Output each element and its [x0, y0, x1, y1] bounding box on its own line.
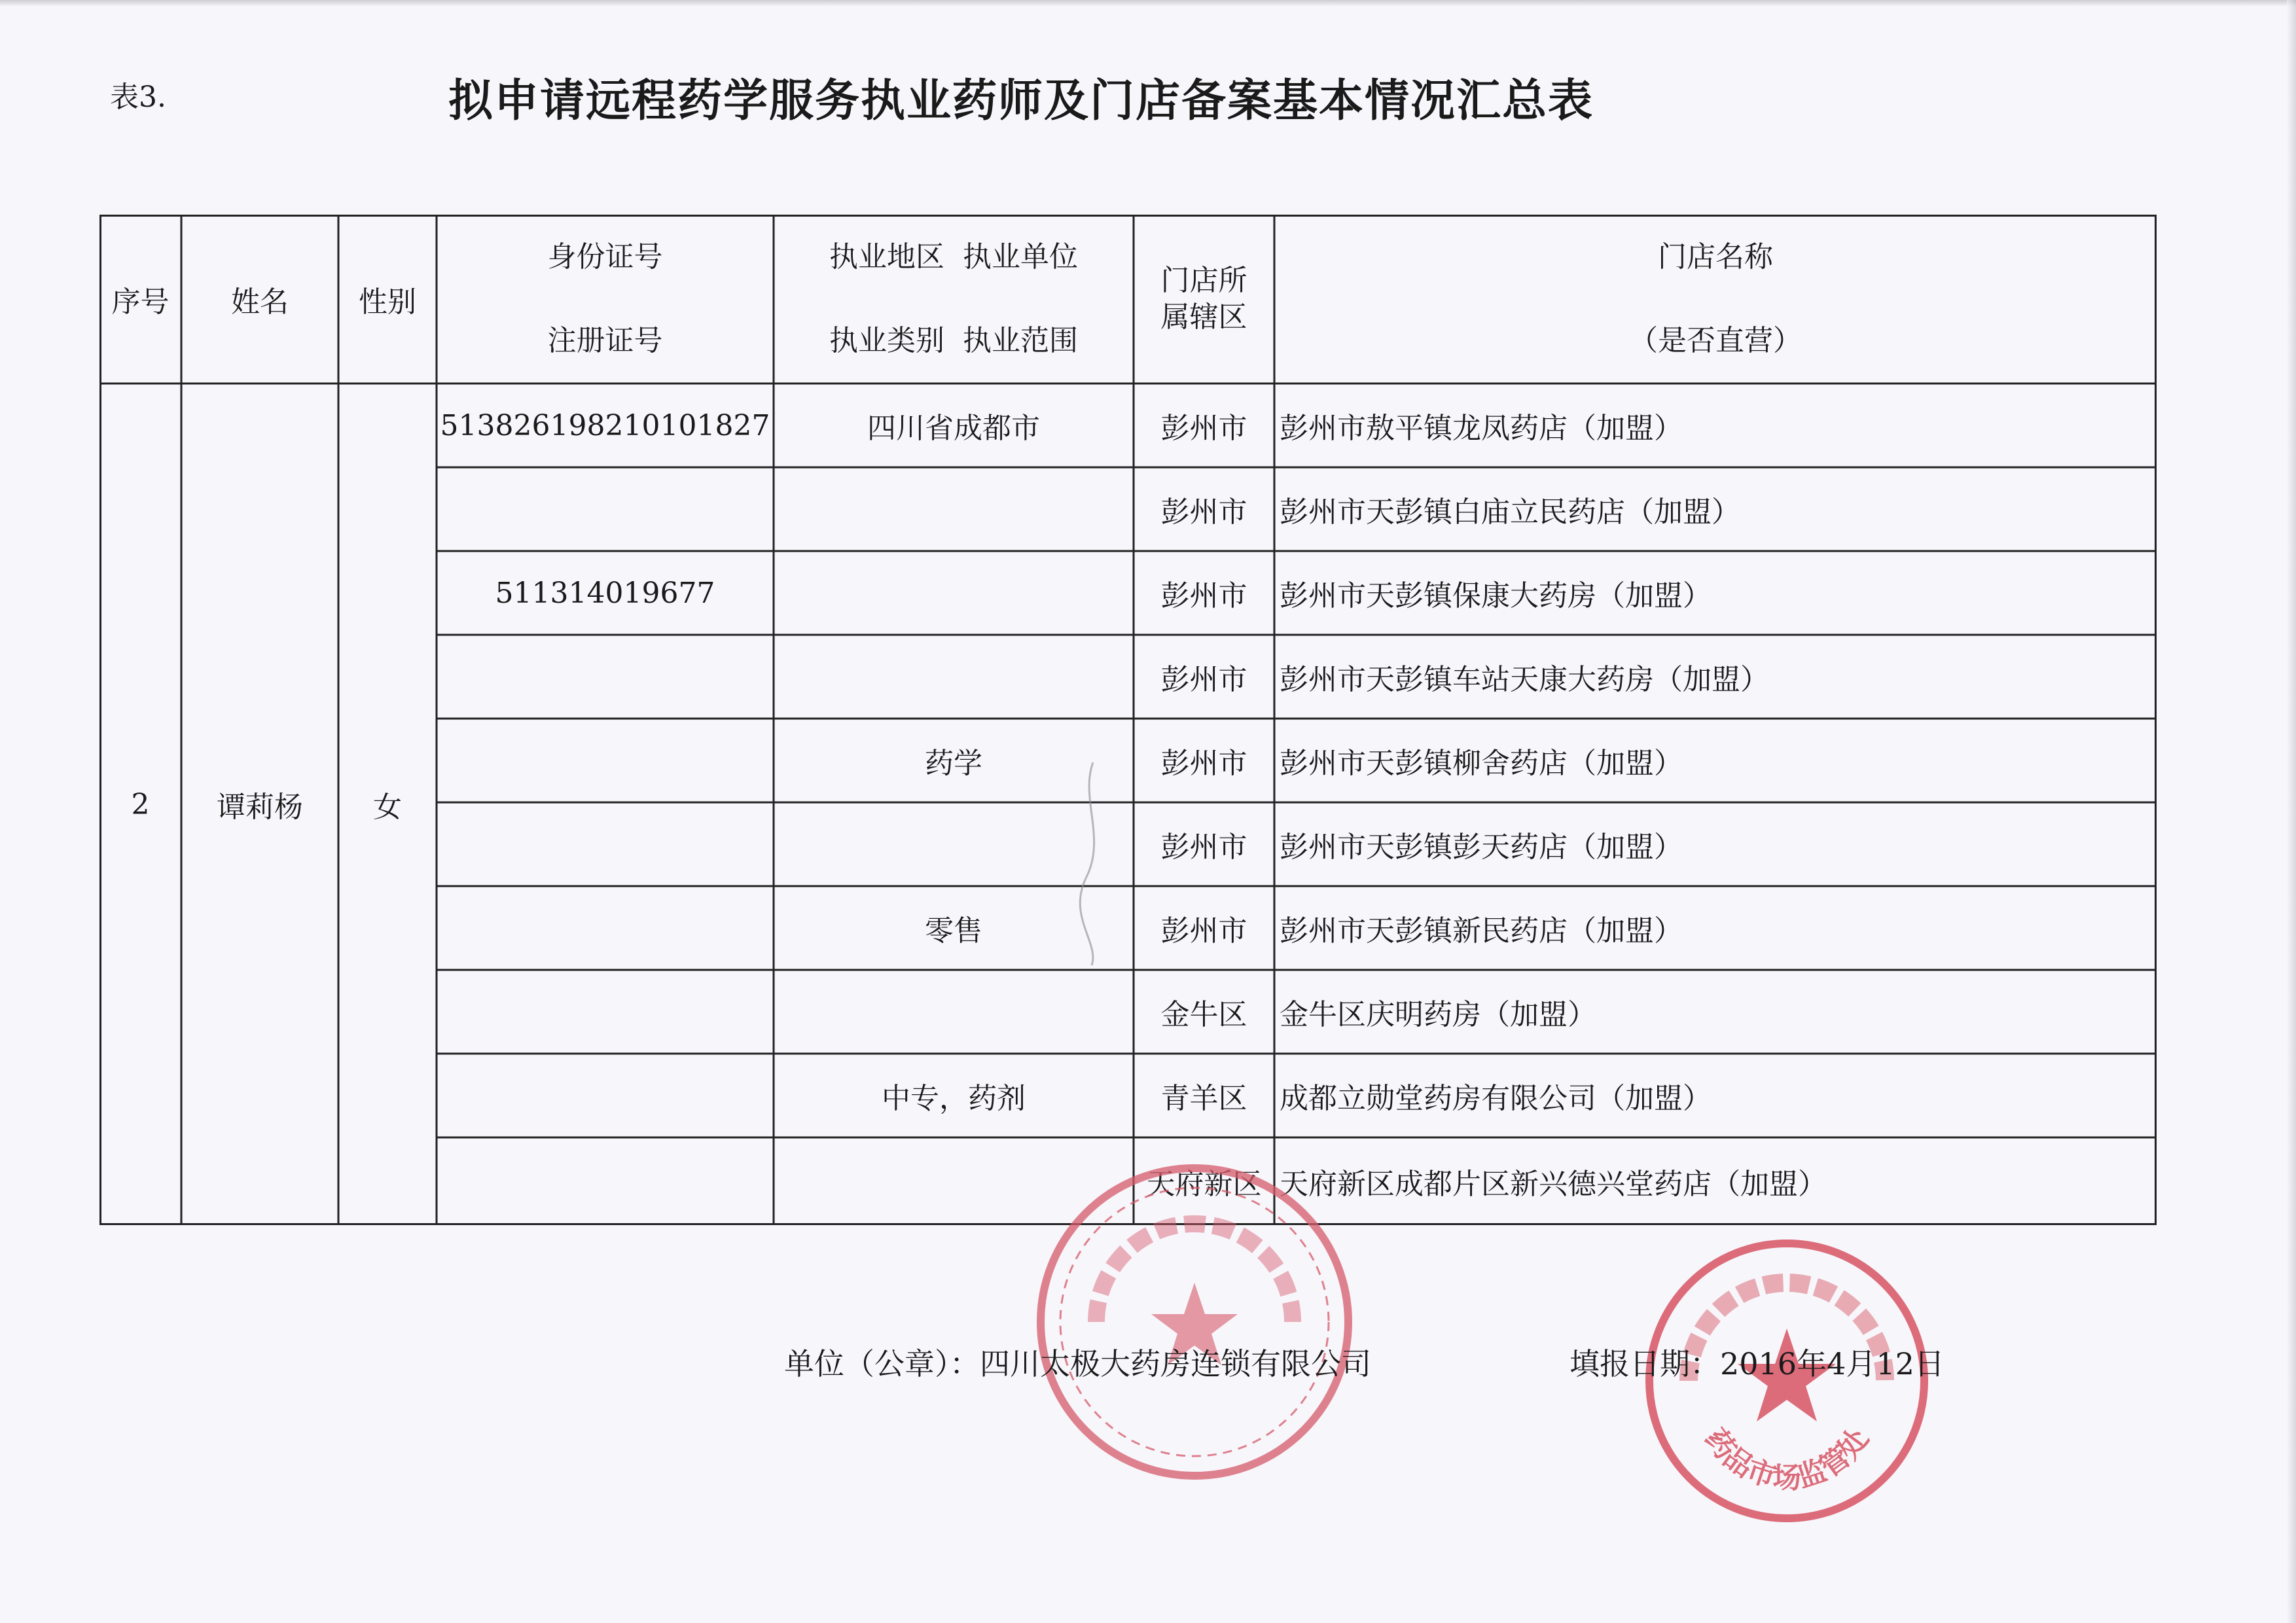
header-seq: 序号 — [111, 285, 170, 319]
header-practice — [774, 215, 1134, 383]
store-name: 彭州市天彭镇白庙立民药店（加盟） — [1280, 495, 1740, 529]
id-number: 513826198210101827 — [440, 408, 770, 442]
header-store-line1: 门店名称 — [1658, 240, 1773, 274]
store-name: 成都立勋堂药房有限公司（加盟） — [1280, 1082, 1712, 1115]
scan-edge — [2287, 0, 2296, 1623]
store-name: 彭州市天彭镇彭天药店（加盟） — [1280, 830, 1683, 864]
header-id-line2: 注册证号 — [547, 324, 663, 357]
svg-text:药品市场监管处 — [1698, 1423, 1875, 1495]
summary-table — [99, 215, 2157, 1225]
store-district: 彭州市 — [1160, 830, 1247, 864]
pencil-mark — [1073, 759, 1113, 969]
practice-scope: 零售 — [925, 914, 982, 948]
header-practice-line2: 执业类别 执业范围 — [829, 324, 1078, 357]
practice-region: 四川省成都市 — [867, 412, 1040, 445]
registration-number: 511314019677 — [495, 576, 715, 610]
bureau-seal-text: 药品市场监管处 — [1698, 1422, 1876, 1495]
person-gender: 女 — [373, 791, 402, 824]
store-district: 金牛区 — [1160, 998, 1247, 1031]
header-gender: 性别 — [359, 285, 416, 319]
store-name: 彭州市天彭镇车站天康大药房（加盟） — [1280, 663, 1769, 696]
store-district: 彭州市 — [1160, 663, 1247, 696]
practice-category: 药学 — [925, 747, 982, 780]
store-name: 彭州市天彭镇保康大药房（加盟） — [1280, 579, 1712, 613]
store-name: 彭州市天彭镇柳舍药店（加盟） — [1280, 747, 1683, 780]
person-name: 谭莉杨 — [217, 791, 303, 824]
header-store-line2: （是否直营） — [1629, 324, 1802, 357]
table-number: 表3. — [110, 80, 166, 114]
header-store — [1274, 215, 2157, 383]
store-district: 彭州市 — [1160, 747, 1247, 780]
store-name: 天府新区成都片区新兴德兴堂药店（加盟） — [1280, 1168, 1827, 1201]
store-name: 彭州市天彭镇新民药店（加盟） — [1280, 914, 1683, 948]
footer-unit: 单位（公章）：四川太极大药房连锁有限公司 — [784, 1346, 1371, 1382]
store-district: 彭州市 — [1160, 495, 1247, 529]
footer-date: 填报日期：2016年4月12日 — [1570, 1346, 1945, 1382]
header-name: 姓名 — [231, 285, 289, 319]
header-id-line1: 身份证号 — [547, 240, 663, 274]
education: 中专，药剂 — [882, 1082, 1026, 1115]
store-district: 彭州市 — [1160, 412, 1247, 445]
scan-edge — [0, 0, 2296, 7]
store-district: 青羊区 — [1160, 1082, 1247, 1115]
header-district: 门店所属辖区 — [1160, 264, 1247, 334]
store-district: 彭州市 — [1160, 914, 1247, 948]
header-id — [437, 215, 774, 383]
header-practice-line1: 执业地区 执业单位 — [829, 240, 1078, 274]
company-seal-stamp — [1024, 1152, 1365, 1492]
store-name: 金牛区庆明药房（加盟） — [1280, 998, 1596, 1031]
person-seq: 2 — [131, 787, 150, 821]
store-district: 彭州市 — [1160, 579, 1247, 613]
page-title: 拟申请远程药学服务执业药师及门店备案基本情况汇总表 — [448, 75, 1594, 127]
store-district: 天府新区 — [1146, 1168, 1262, 1201]
store-name: 彭州市敖平镇龙凤药店（加盟） — [1280, 412, 1683, 445]
